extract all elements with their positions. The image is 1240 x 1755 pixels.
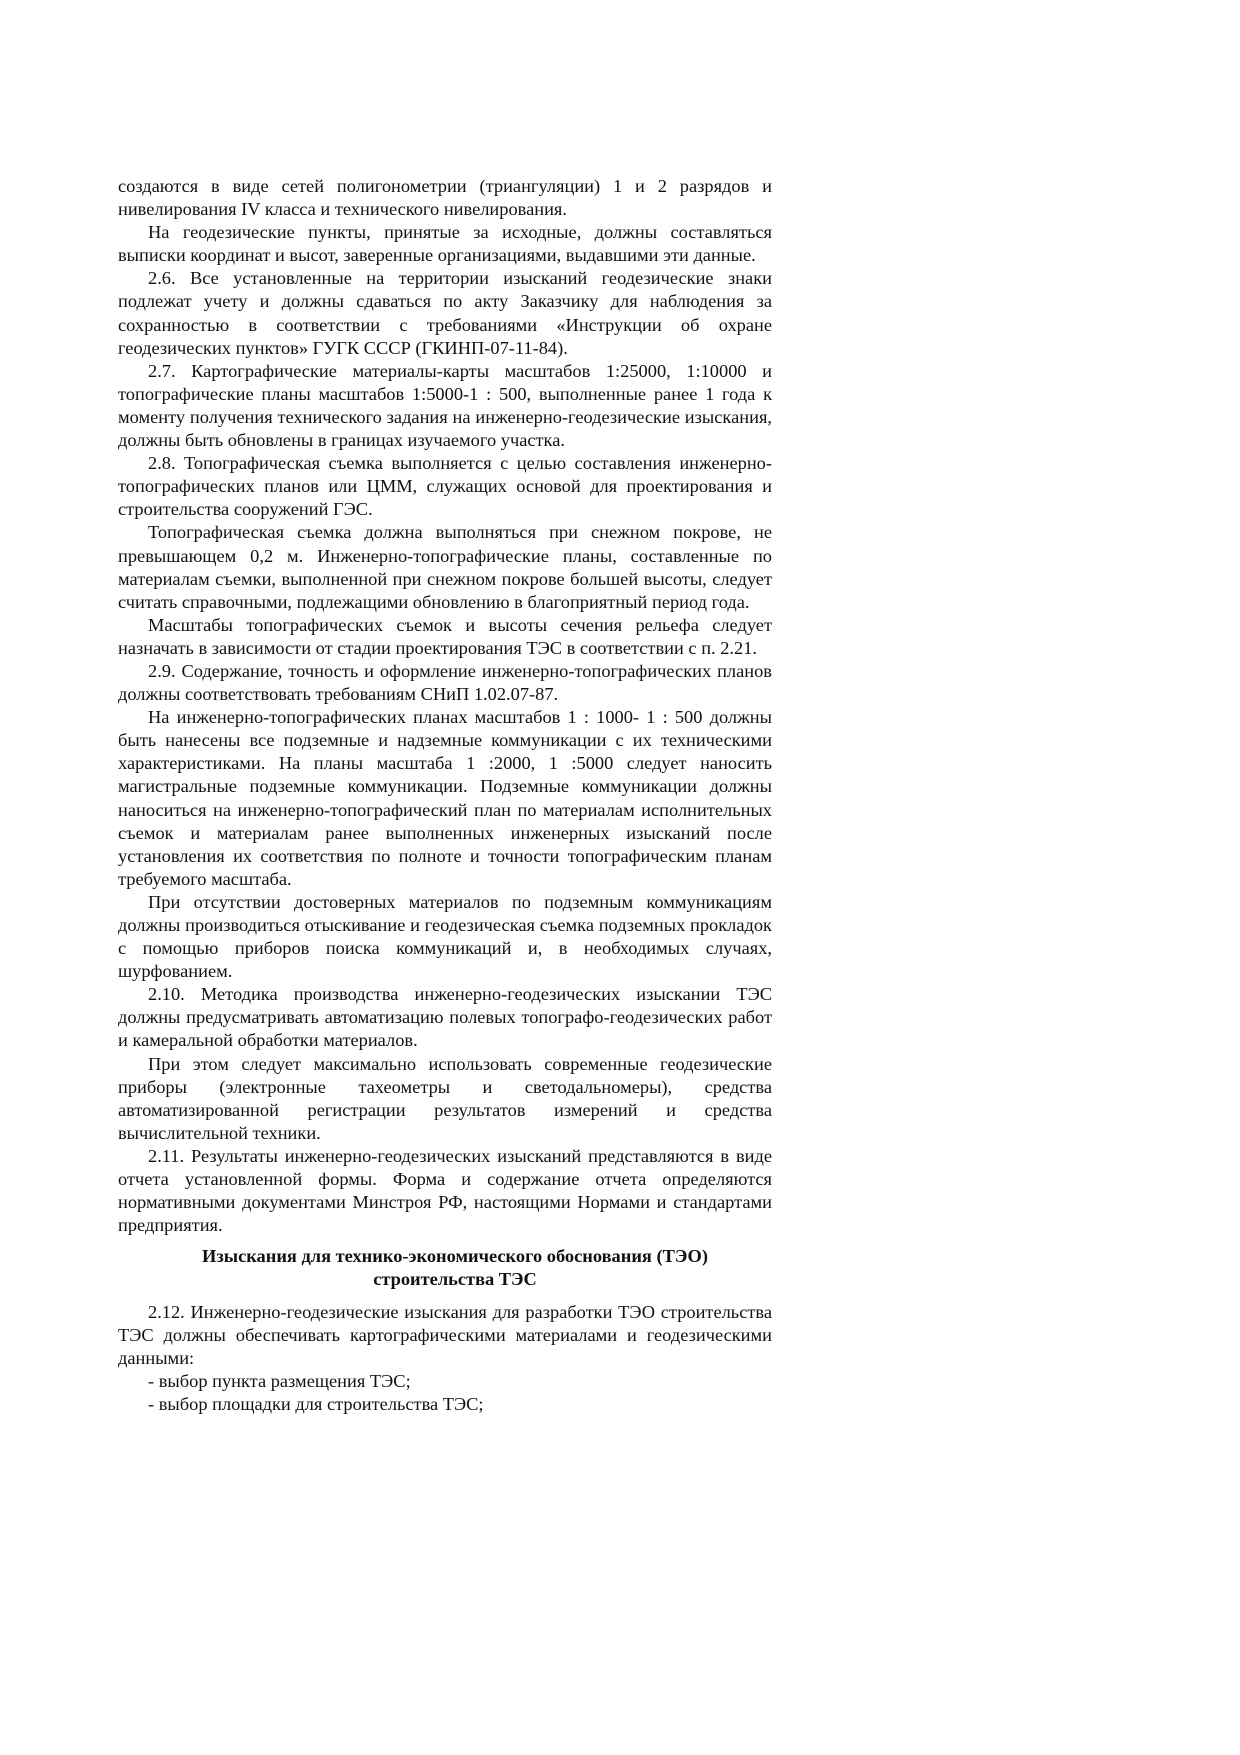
paragraph: При этом следует максимально использовать современные геодезические приборы (электронные тахеометры и светодальномеры), средства автоматизированной регистрации результатов измерений и средства вычислительной техники. <box>118 1053 772 1143</box>
list-item: - выбор площадки для строительства ТЭС; <box>148 1393 484 1414</box>
list-item: - выбор пункта размещения ТЭС; <box>148 1370 411 1391</box>
paragraph: При отсутствии достоверных материалов по подземным коммуникациям должны производиться отыскивание и геодезическая съемка подземных прокладок с помощью приборов поиска коммуникаций и, в необходимых случаях, шурфованием. <box>118 891 772 982</box>
document-page <box>118 175 772 1416</box>
section-heading-line: Изыскания для технико-экономического обоснования (ТЭО) <box>202 1246 708 1267</box>
paragraph-2-8: 2.8. Топографическая съемка выполняется с целью составления инженерно-топографических планов или ЦММ, служащих основой для проектирования и строительства сооружений ГЭС. <box>118 453 772 520</box>
paragraph: создаются в виде сетей полигонометрии (триангуляции) 1 и 2 разрядов и нивелирования IV класса и технического нивелирования. <box>118 176 772 220</box>
paragraph-2-9: 2.9. Содержание, точность и оформление инженерно-топографических планов должны соответствовать требованиям СНиП 1.02.07-87. <box>118 660 772 705</box>
paragraph-2-10: 2.10. Методика производства инженерно-геодезических изыскании ТЭС должны предусматривать автоматизацию полевых топографо-геодезических работ и камеральной обработки материалов. <box>118 984 772 1051</box>
paragraph: На геодезические пункты, принятые за исходные, должны составляться выписки координат и высот, заверенные организациями, выдавшими эти данные. <box>118 222 772 266</box>
paragraph: Масштабы топографических съемок и высоты сечения рельефа следует назначать в зависимости от стадии проектирования ТЭС в соответствии с п. 2.21. <box>118 614 772 658</box>
paragraph-2-7: 2.7. Картографические материалы-карты масштабов 1:25000, 1:10000 и топографические планы масштабов 1:5000-1 : 500, выполненные ранее 1 года к моменту получения технического задания на инженерно-геодезические изыскания, должны быть обновлены в границах изучаемого участка. <box>118 360 772 451</box>
section-heading <box>118 1245 772 1291</box>
paragraph-2-11: 2.11. Результаты инженерно-геодезических изысканий представляются в виде отчета установленной формы. Форма и содержание отчета определяются нормативными документами Минстроя РФ, настоящими Нормами и стандартами предприятия. <box>118 1145 772 1236</box>
paragraph: На инженерно-топографических планах масштабов 1 : 1000- 1 : 500 должны быть нанесены все подземные и надземные коммуникации с их техническими характеристиками. На планы масштаба 1 :2000, 1 :5000 следует наносить магистральные подземные коммуникации. Подземные коммуникации должны наноситься на инженерно-топографический план по материалам исполнительных съемок и материалам ранее выполненных инженерных изысканий после установления их соответствия по полноте и точности топографическим планам требуемого масштаба. <box>118 707 772 889</box>
section-heading-line: строительства ТЭС <box>373 1269 537 1290</box>
paragraph-2-12: 2.12. Инженерно-геодезические изыскания для разработки ТЭО строительства ТЭС должны обеспечивать картографическими материалами и геодезическими данными: <box>118 1301 772 1368</box>
paragraph-2-6: 2.6. Все установленные на территории изысканий геодезические знаки подлежат учету и должны сдаваться по акту Заказчику для наблюдения за сохранностью в соответствии с требованиями «Инструкции об охране геодезических пунктов» ГУГК СССР (ГКИНП-07-11-84). <box>118 268 772 358</box>
paragraph: Топографическая съемка должна выполняться при снежном покрове, не превышающем 0,2 м. Инженерно-топографические планы, составленные по материалам съемки, выполненной при снежном покрове большей высоты, следует считать справочными, подлежащими обновлению в благоприятный период года. <box>118 522 772 612</box>
